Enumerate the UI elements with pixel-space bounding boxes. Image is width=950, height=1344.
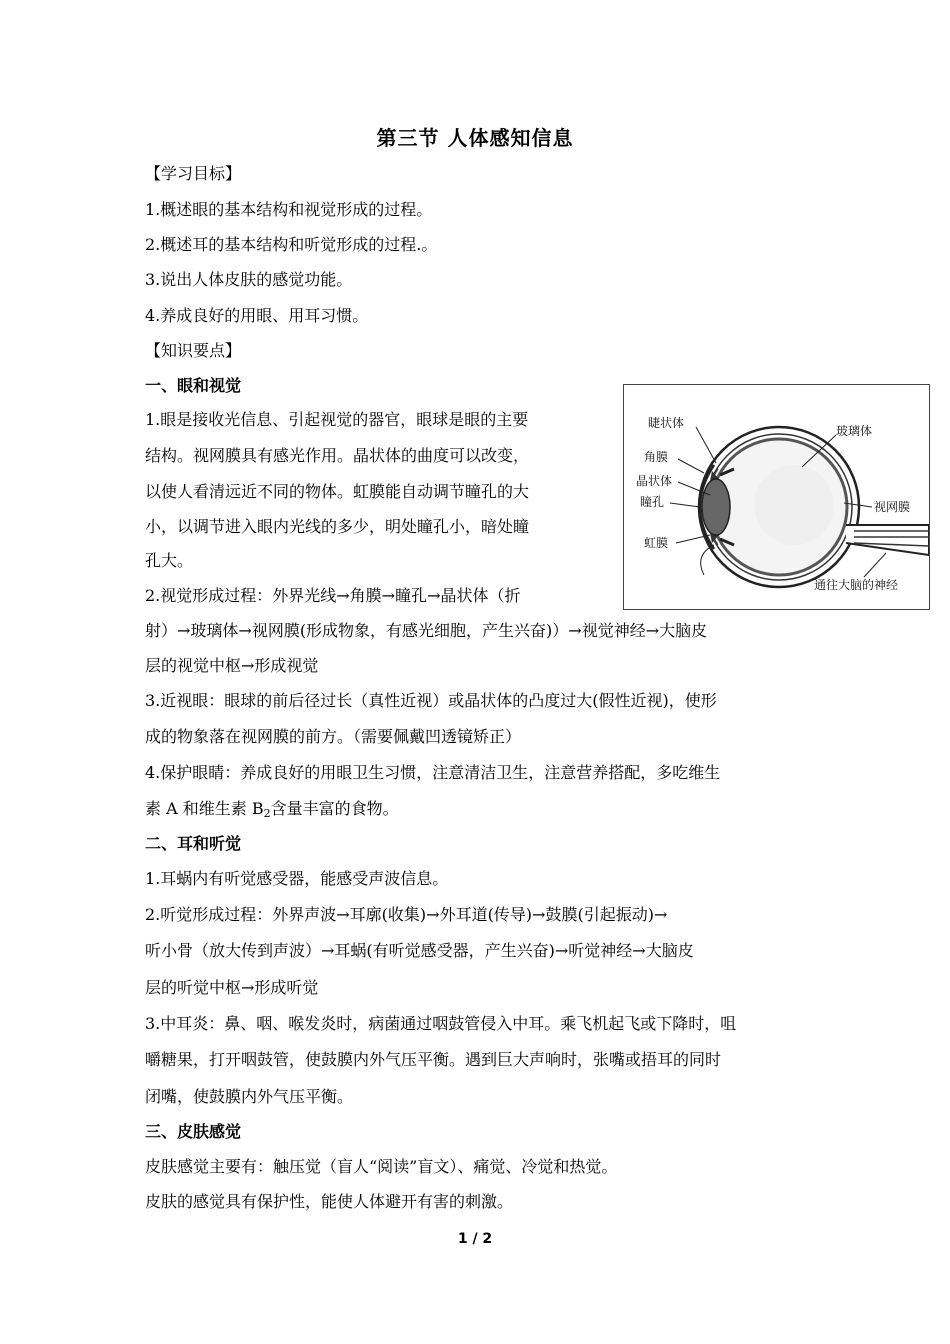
label-retina: 视网膜 — [874, 500, 911, 514]
goal-item: 2.概述耳的基本结构和听觉形成的过程.。 — [145, 235, 438, 254]
paragraph-line: 皮肤感觉主要有：触压觉（盲人“阅读”盲文）、痛觉、冷觉和热觉。 — [145, 1157, 618, 1176]
paragraph-line: 结构。视网膜具有感光作用。晶状体的曲度可以改变， — [145, 446, 530, 465]
goal-item: 4.养成良好的用眼、用耳习惯。 — [145, 306, 369, 325]
label-ciliary: 睫状体 — [648, 416, 685, 430]
label-lens: 晶状体 — [636, 474, 673, 488]
goals-header: 【学习目标】 — [145, 164, 242, 183]
section-heading-skin: 三、皮肤感觉 — [145, 1122, 242, 1141]
points-header: 【知识要点】 — [145, 341, 242, 360]
goal-item: 3.说出人体皮肤的感觉功能。 — [145, 270, 353, 289]
paragraph-line: 听小骨（放大传到声波）→耳蜗(有听觉感受器，产生兴奋)→听觉神经→大脑皮 — [145, 941, 694, 960]
subscript: 2 — [263, 807, 271, 820]
paragraph-line: 层的听觉中枢→形成听觉 — [145, 978, 319, 997]
paragraph-line: 闭嘴，使鼓膜内外气压平衡。 — [145, 1087, 354, 1106]
label-cornea: 角膜 — [644, 450, 669, 464]
text-run: 素 A 和维生素 B — [145, 799, 264, 818]
label-iris: 虹膜 — [644, 536, 669, 550]
paragraph-line: 1.眼是接收光信息、引起视觉的器官，眼球是眼的主要 — [145, 410, 529, 429]
section-heading-ear: 二、耳和听觉 — [145, 834, 242, 853]
paragraph-line: 3.近视眼：眼球的前后径过长（真性近视）或晶状体的凸度过大(假性近视)，使形 — [145, 691, 717, 710]
paragraph-line: 皮肤的感觉具有保护性，能使人体避开有害的刺激。 — [145, 1192, 514, 1211]
eyeball-cross-section — [624, 385, 929, 609]
page-number: 1 / 2 — [457, 1231, 493, 1247]
paragraph-line: 2.听觉形成过程：外界声波→耳廓(收集)→外耳道(传导)→鼓膜(引起振动)→ — [145, 905, 668, 924]
paragraph-line: 射）→玻璃体→视网膜(形成物象，有感光细胞，产生兴奋)）→视觉神经→大脑皮 — [145, 621, 708, 640]
paragraph-line: 1.耳蜗内有听觉感受器，能感受声波信息。 — [145, 869, 449, 888]
paragraph-line: 层的视觉中枢→形成视觉 — [145, 656, 319, 675]
label-pupil: 瞳孔 — [640, 495, 665, 509]
paragraph-line: 4.保护眼睛：养成良好的用眼卫生习惯，注意清洁卫生，注意营养搭配，多吃维生 — [145, 763, 721, 782]
label-nerve: 通往大脑的神经 — [814, 578, 899, 592]
goal-item: 1.概述眼的基本结构和视觉形成的过程。 — [145, 200, 433, 219]
section-heading-eye: 一、眼和视觉 — [145, 376, 242, 395]
paragraph-line: 孔大。 — [145, 551, 194, 570]
text-run: 含量丰富的食物。 — [270, 799, 399, 818]
paragraph-line: 小，以调节进入眼内光线的多少，明处瞳孔小，暗处瞳 — [145, 517, 530, 536]
paragraph-line: 3.中耳炎：鼻、咽、喉发炎时，病菌通过咽鼓管侵入中耳。乘飞机起飞或下降时，咀 — [145, 1014, 737, 1033]
paragraph-line — [145, 799, 399, 824]
paragraph-line: 成的物象落在视网膜的前方。（需要佩戴凹透镜矫正） — [145, 727, 522, 746]
paragraph-line: 2.视觉形成过程：外界光线→角膜→瞳孔→晶状体（折 — [145, 586, 521, 605]
page-title: 第三节 人体感知信息 — [376, 126, 574, 150]
label-vitreous: 玻璃体 — [836, 424, 873, 438]
eye-diagram — [623, 384, 930, 610]
paragraph-line: 嚼糖果，打开咽鼓管，使鼓膜内外气压平衡。遇到巨大声响时，张嘴或捂耳的同时 — [145, 1050, 722, 1069]
paragraph-line: 以使人看清远近不同的物体。虹膜能自动调节瞳孔的大 — [145, 482, 530, 501]
